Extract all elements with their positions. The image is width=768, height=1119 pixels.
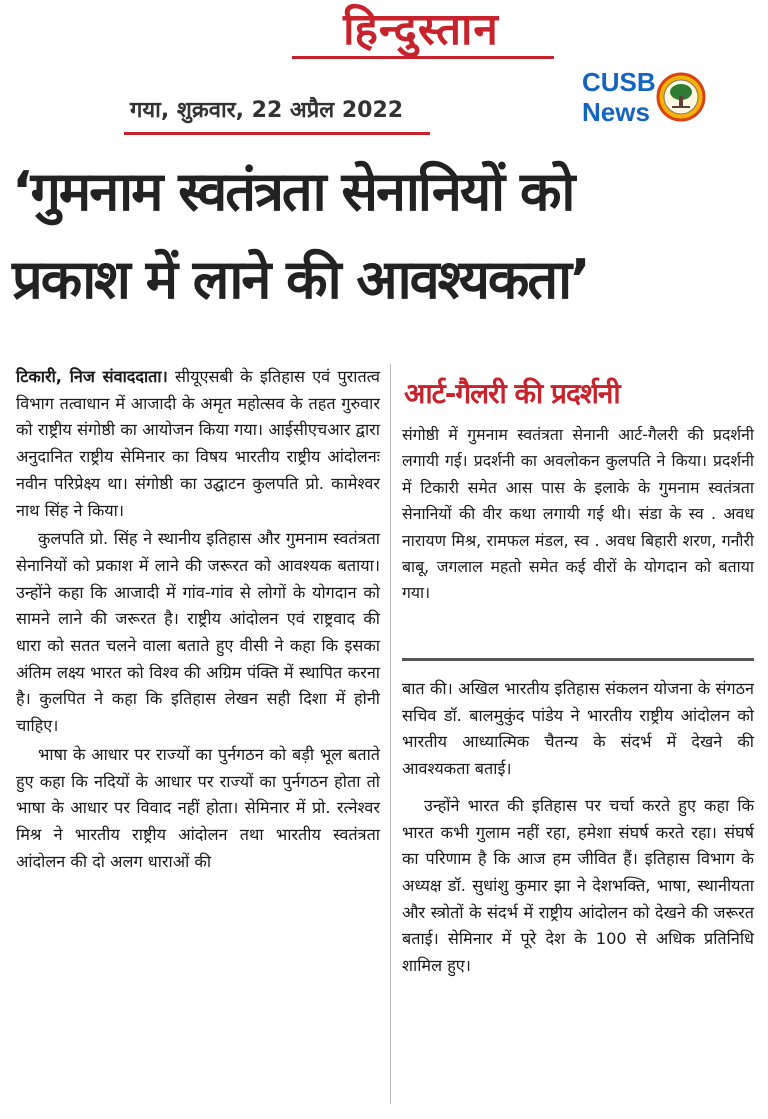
- newspaper-logo: हिन्दुस्तान: [343, 4, 499, 55]
- headline-line-1: ‘गुमनाम स्वतंत्रता सेनानियों को: [12, 160, 574, 223]
- right-paragraph-2: उन्होंने भारत की इतिहास पर चर्चा करते हुए कहा कि भारत कभी गुलाम नहीं रहा, हमेशा संघर्ष करते रहा। संघर्ष का परिणाम है कि आज हम जीवित हैं। इतिहास विभाग के अध्यक्ष डॉ. सुधांशु कुमार झा ने देशभक्ति, भाषा, स्थानीयता और स्त्रोतों के संदर्भ में राष्ट्रीय आंदोलन को देखने की जरूरत बताई। सेमिनार में पूरे देश के 100 से अधिक प्रतिनिधि शामिल हुए।: [402, 795, 754, 976]
- right-paragraph-1: बात की। अखिल भारतीय इतिहास संकलन योजना के संगठन सचिव डॉ. बालमुकुंद पांडेय ने भारतीय राष्ट्रीय आंदोलन को भारतीय आध्यात्मिक चैतन्य के संदर्भ में देखने की आवश्यकता बताई।: [402, 679, 754, 779]
- sidebar-box-title: आर्ट-गैलरी की प्रदर्शनी: [404, 377, 620, 410]
- byline: टिकारी, निज संवाददाता।: [16, 367, 168, 386]
- paragraph-1-text: सीयूएसबी के इतिहास एवं पुरातत्व विभाग तत्वाधान में आजादी के अमृत महोत्सव के तहत गुरुवार को राष्ट्रीय संगोष्ठी का आयोजन किया गया। आईसीएचआर द्वारा अनुदानित राष्ट्रीय सेमिनार का विषय भारतीय राष्ट्रीय आंदोलनः नवीन परिप्रेक्ष्य था। संगोष्ठी का उद्घाटन कुलपति प्रो. कामेश्वर नाथ सिंह ने किया।: [16, 367, 380, 520]
- sidebar-box-text: संगोष्ठी में गुमनाम स्वतंत्रता सेनानी आर्ट-गैलरी की प्रदर्शनी लगायी गई। प्रदर्शनी का अवलोकन कुलपति ने किया। प्रदर्शनी में टिकारी समेत आस पास के इलाके के गुमनाम स्वतंत्रता सेनानियों की वीर कथा लगायी गई थी। संडा के स्व . अवध नारायण मिश्र, रामफल मंडल, स्व . अवध बिहारी शरण, गनौरी बाबू, जगलाल महतो समेत कई वीरों के योगदान को बताया गया।: [402, 425, 754, 603]
- article-left-column: [16, 364, 380, 875]
- dateline-underline: [124, 132, 430, 135]
- article-paragraph-1: [16, 364, 380, 524]
- sidebar-box-bottom-rule: [402, 658, 754, 661]
- article-paragraph-2: कुलपति प्रो. सिंह ने स्थानीय इतिहास और गुमनाम स्वतंत्रता सेनानियों को प्रकाश में लाने की जरूरत को आवश्यक बताया। उन्होंने कहा कि आजादी में गांव-गांव से लोगों के योगदान को सामने लाने की जरूरत है। राष्ट्रीय आंदोलन एवं राष्ट्रवाद की धारा को सतत चलने वाला बताते हुए वीसी ने कहा कि इसका अंतिम लक्ष्य भारत को विश्व की अग्रिम पंक्ति में स्थापित करना है। कुलपित ने कहा कि इतिहास लेखन सही दिशा में होनी चाहिए।: [16, 529, 380, 736]
- sidebar-box-body: [402, 422, 754, 607]
- badge-line1: CUSB: [582, 67, 656, 97]
- masthead: [0, 0, 768, 60]
- badge-line2: News: [582, 97, 650, 127]
- headline-line-2: प्रकाश में लाने की आवश्यकता’: [12, 248, 589, 311]
- dateline: गया, शुक्रवार, 22 अप्रैल 2022: [130, 98, 404, 123]
- university-tree-emblem-icon: [656, 72, 706, 122]
- cusb-news-badge: [582, 66, 712, 128]
- headline: [12, 148, 760, 324]
- logo-underline: [292, 56, 554, 59]
- column-divider: [390, 364, 391, 1104]
- article-paragraph-3: भाषा के आधार पर राज्यों का पुर्नगठन को बड़ी भूल बताते हुए कहा कि नदियों के आधार पर राज्यों का पुर्नगठन होता तो भाषा के आधार पर विवाद नहीं होता। सेमिनार में प्रो. रत्नेश्वर मिश्र ने भारतीय राष्ट्रीय आंदोलन तथा भारतीय स्वतंत्रता आंदोलन की दो अलग धाराओं की: [16, 744, 380, 871]
- article-right-column: [402, 676, 754, 980]
